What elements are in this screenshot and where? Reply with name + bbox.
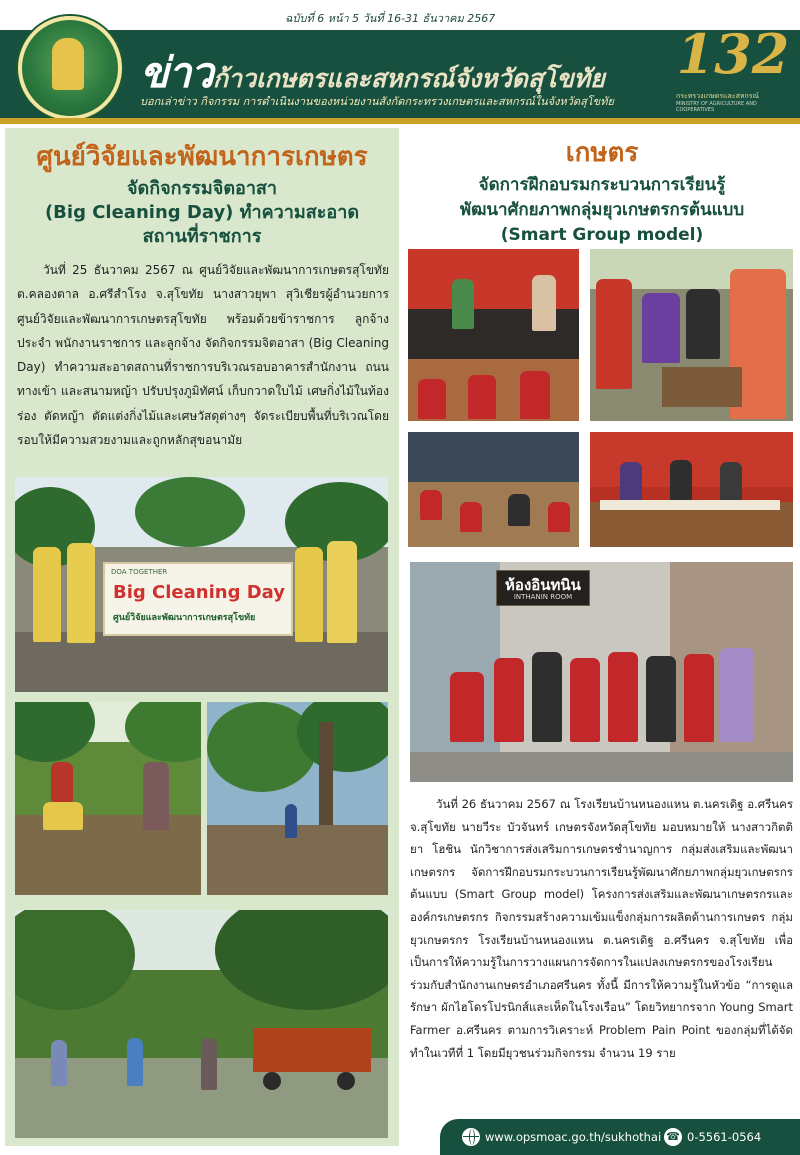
right-article-header — [404, 128, 800, 248]
room-sign-english: INTHANIN ROOM — [513, 593, 573, 601]
photo-hands-on-activity — [590, 249, 793, 421]
right-headline-line: (Smart Group model) — [500, 225, 704, 245]
right-headline-line: จัดการฝึกอบรมกระบวนการเรียนรู้ — [478, 175, 726, 195]
ministry-seal-icon — [18, 16, 122, 120]
footer-contact-bar — [440, 1119, 800, 1155]
left-headline-line: จัดกิจกรรมจิตอาสา — [126, 178, 278, 199]
newsletter-title-rest: ก้าวเกษตรและสหกรณ์จังหวัดสุโขทัย — [212, 64, 605, 93]
photo-leaf-pile — [207, 702, 388, 895]
photo-raking-leaves — [15, 702, 201, 895]
right-article-body: วันที่ 26 ธันวาคม 2567 ณ โรงเรียนบ้านหนองแหน ต.นครเดิฐ อ.ศรีนคร จ.สุโขทัย นายวีระ บัวจันทร์ เกษตรจังหวัดสุโขทัย มอบหมายให้ นางสาวกิตติยา โฮชิน นักวิชาการส่งเสริมการเกษตรชำนาญการ กลุ่มส่งเสริมและพัฒนาเกษตรกร จัดการฝึกอบรมกระบวนการเรียนรู้พัฒนาศักยภาพกลุ่มยุวเกษตรกรต้นแบบ (Smart Group model) โครงการส่งเสริมและพัฒนาเกษตรกรและองค์กรเกษตรกร กิจกรรมสร้างความเข้มแข็งกลุ่มการผลิตด้านการเกษตร กลุ่มยุวเกษตรกร โรงเรียนบ้านหนองแหน ต.นครเดิฐ อ.ศรีนคร จ.สุโขทัย เพื่อเป็นการให้ความรู้ในการวางแผนการจัดการในแปลงเกษตรกรของโรงเรียน ร่วมกับสำนักงานเกษตรอำเภอศรีนคร ทั้งนี้ มีการให้ความรู้ในหัวข้อ “การดูแลรักษา ผักไฮโดรโปรนิกส์และเห็ดในโรงเรือน” โดยวิทยากรจาก Young Smart Farmer อ.ศรีนคร ตามการวิเคราะห์ Problem Pain Point ของกลุ่มที่ได้จัดทำในเวทีที่ 1 โดยมียุวชนร่วมกิจกรรม จำนวน 19 ราย — [410, 797, 793, 1060]
room-sign-thai: ห้องอินทนิน — [505, 576, 581, 594]
left-article-body: วันที่ 25 ธันวาคม 2567 ณ ศูนย์วิจัยและพัฒนาการเกษตรสุโขทัย ต.คลองตาล อ.ศรีสำโรง จ.สุโขทัย นางสาวยุพา สุวิเชียรผู้อำนวยการศูนย์วิจัยและพัฒนาการเกษตรสุโขทัย พร้อมด้วยข้าราชการ ลูกจ้างประจำ พนักงานราชการ และลูกจ้าง จัดกิจกรรมจิตอาสา (Big Cleaning Day) ทำความสะอาดสถานที่ราชการบริเวณรอบอาคารสำนักงาน ถนนทางเข้า และสนามหญ้า ปรับปรุงภูมิทัศน์ เก็บกวาดใบไม้ เศษกิ่งไม้ในท้องร่อง ตัดหญ้า ตัดแต่งกิ่งไม้และเศษวัสดุต่างๆ จัดระเบียบพื้นที่บริเวณโดยรอบให้มีความสวยงามและถูกหลักสุขอนามัย — [17, 263, 389, 448]
right-headline-line: พัฒนาศักยภาพกลุ่มยุวเกษตรกรต้นแบบ — [459, 200, 745, 220]
phone-icon: ☎ — [664, 1128, 682, 1146]
photo-group-inthanin-room — [410, 562, 793, 782]
anniversary-caption-en: MINISTRY OF AGRICULTURE AND COOPERATIVES — [676, 101, 757, 113]
photo-speakers-table — [590, 432, 793, 547]
left-article-org: ศูนย์วิจัยและพัฒนาการเกษตร — [36, 142, 368, 172]
group-photo-big-cleaning — [15, 477, 388, 692]
phone-number: 0-5561-0564 — [687, 1130, 762, 1144]
big-cleaning-banner — [103, 562, 293, 636]
left-headline-line: สถานที่ราชการ — [142, 226, 262, 247]
newsletter-title-big: ข่าว — [140, 48, 213, 97]
newsletter-subtitle: บอกเล่าข่าว กิจกรรม การดำเนินงานของหน่วยงานสังกัดกระทรวงเกษตรและสหกรณ์ในจังหวัดสุโขทัย — [140, 95, 614, 108]
photo-trailer-cleanup — [15, 910, 388, 1138]
website-link[interactable]: www.opsmoac.go.th/sukhothai — [485, 1130, 662, 1144]
photo-students-seated — [408, 432, 579, 547]
globe-icon — [462, 1128, 480, 1146]
anniversary-logo — [672, 8, 794, 114]
anniversary-number: 132 — [676, 22, 790, 86]
left-headline-line: (Big Cleaning Day) ทำความสะอาด — [44, 202, 360, 223]
room-sign — [496, 570, 590, 606]
issue-info: ฉบับที่ 6 หน้า 5 วันที่ 16-31 ธันวาคม 2567 — [285, 12, 496, 25]
banner-main-text: Big Cleaning Day — [113, 582, 285, 603]
photo-classroom-training — [408, 249, 579, 421]
right-article-category: เกษตร — [565, 138, 639, 168]
banner-sub-text: ศูนย์วิจัยและพัฒนาการเกษตรสุโขทัย — [113, 613, 256, 623]
left-article-header — [5, 128, 399, 249]
left-article — [5, 128, 399, 1146]
banner-small-text: DOA TOGETHER — [111, 568, 168, 576]
anniversary-caption: กระทรวงเกษตรและสหกรณ์ — [676, 92, 759, 100]
masthead — [0, 22, 800, 118]
